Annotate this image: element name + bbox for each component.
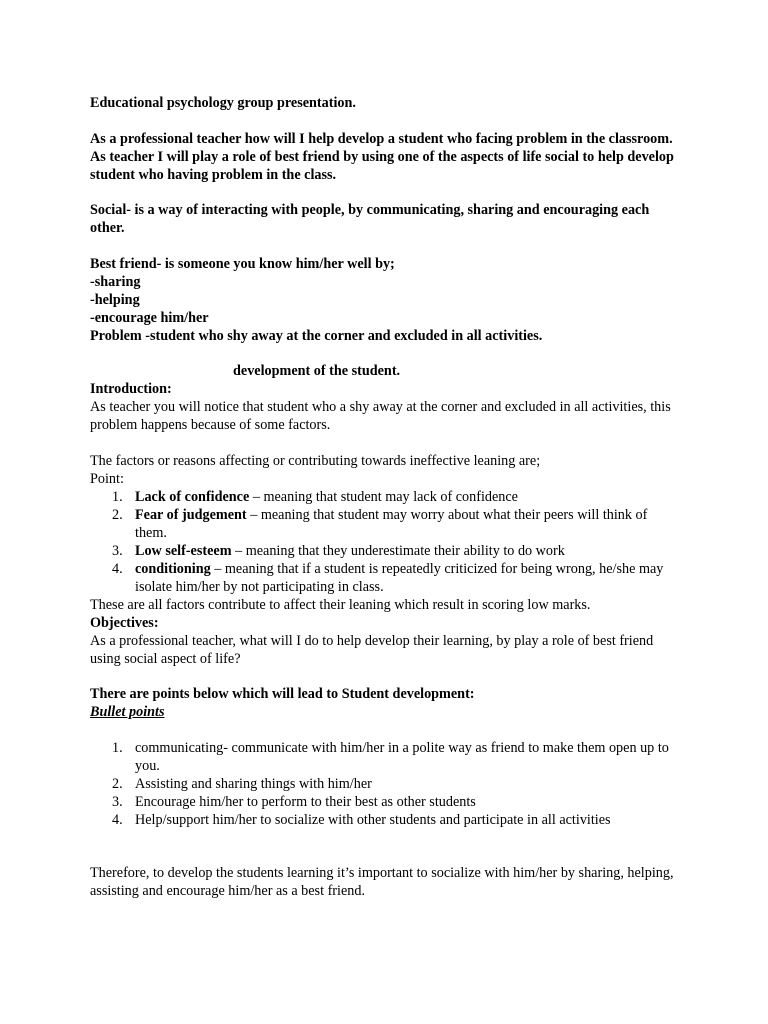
list-number: 4. (112, 811, 123, 828)
list-number: 3. (112, 793, 123, 810)
list-item (90, 542, 680, 560)
problem-statement: Problem -student who shy away at the corner and excluded in all activities. (90, 327, 543, 344)
list-number: 2. (112, 775, 123, 792)
factor-term: Fear of judgement (135, 506, 247, 523)
list-number: 1. (112, 739, 123, 756)
bullet-points-label: Bullet points (90, 704, 165, 720)
point-text: communicating- communicate with him/her in a polite way as friend to make them open up to you. (135, 739, 669, 774)
list-item (90, 793, 680, 811)
factor-description: – meaning that student may lack of confidence (249, 488, 518, 505)
list-number: 2. (112, 506, 123, 523)
introduction-heading: Introduction: (90, 381, 172, 397)
best-friend-item: -encourage him/her (90, 309, 209, 326)
list-item (90, 739, 680, 775)
list-item (90, 811, 680, 829)
introduction-text: As teacher you will notice that student who a shy away at the corner and excluded in all activities, this problem happens because of some factors. (90, 399, 671, 433)
list-item (90, 560, 680, 596)
social-definition: Social- is a way of interacting with people, by communicating, sharing and encouraging each other. (90, 202, 650, 236)
question-text: As a professional teacher how will I help develop a student who facing problem in the classroom. (90, 130, 673, 147)
best-friend-heading: Best friend- is someone you know him/her well by; (90, 255, 395, 272)
answer-text: As teacher I will play a role of best friend by using one of the aspects of life social to help develop student who having problem in the class. (90, 148, 674, 183)
list-number: 4. (112, 560, 123, 577)
factors-list (90, 488, 680, 596)
factor-term: conditioning (135, 560, 211, 577)
objectives-heading: Objectives: (90, 614, 159, 631)
point-text: Encourage him/her to perform to their best as other students (135, 793, 476, 810)
best-friend-item: -helping (90, 291, 140, 308)
factors-intro: The factors or reasons affecting or contributing towards ineffective leaning are; (90, 452, 541, 469)
point-label: Point: (90, 470, 124, 487)
points-list (90, 739, 680, 829)
document-title: Educational psychology group presentation. (90, 95, 356, 111)
list-number: 3. (112, 542, 123, 559)
factor-description: – meaning that they underestimate their ability to do work (231, 542, 565, 559)
list-item (90, 775, 680, 793)
point-text: Assisting and sharing things with him/her (135, 775, 372, 792)
document-page (90, 94, 680, 900)
factor-description: – meaning that student may worry about what their peers will think of them. (135, 506, 648, 541)
point-text: Help/support him/her to socialize with other students and participate in all activities (135, 811, 611, 828)
list-item (90, 506, 680, 542)
subtitle: development of the student. (233, 363, 401, 379)
conclusion-text: Therefore, to develop the students learning it’s important to socialize with him/her by sharing, helping, assisting and encourage him/her as a best friend. (90, 864, 674, 899)
list-number: 1. (112, 488, 123, 505)
objectives-text: As a professional teacher, what will I do to help develop their learning, by play a role of best friend using social aspect of life? (90, 632, 654, 667)
factor-description: – meaning that if a student is repeatedly criticized for being wrong, he/she may isolate him/her by not participating in class. (135, 560, 664, 595)
points-heading: There are points below which will lead to Student development: (90, 686, 475, 702)
factor-term: Low self-esteem (135, 542, 232, 559)
factors-summary: These are all factors contribute to affect their leaning which result in scoring low marks. (90, 596, 591, 613)
factor-term: Lack of confidence (135, 488, 250, 505)
best-friend-item: -sharing (90, 273, 141, 290)
list-item (90, 488, 680, 506)
